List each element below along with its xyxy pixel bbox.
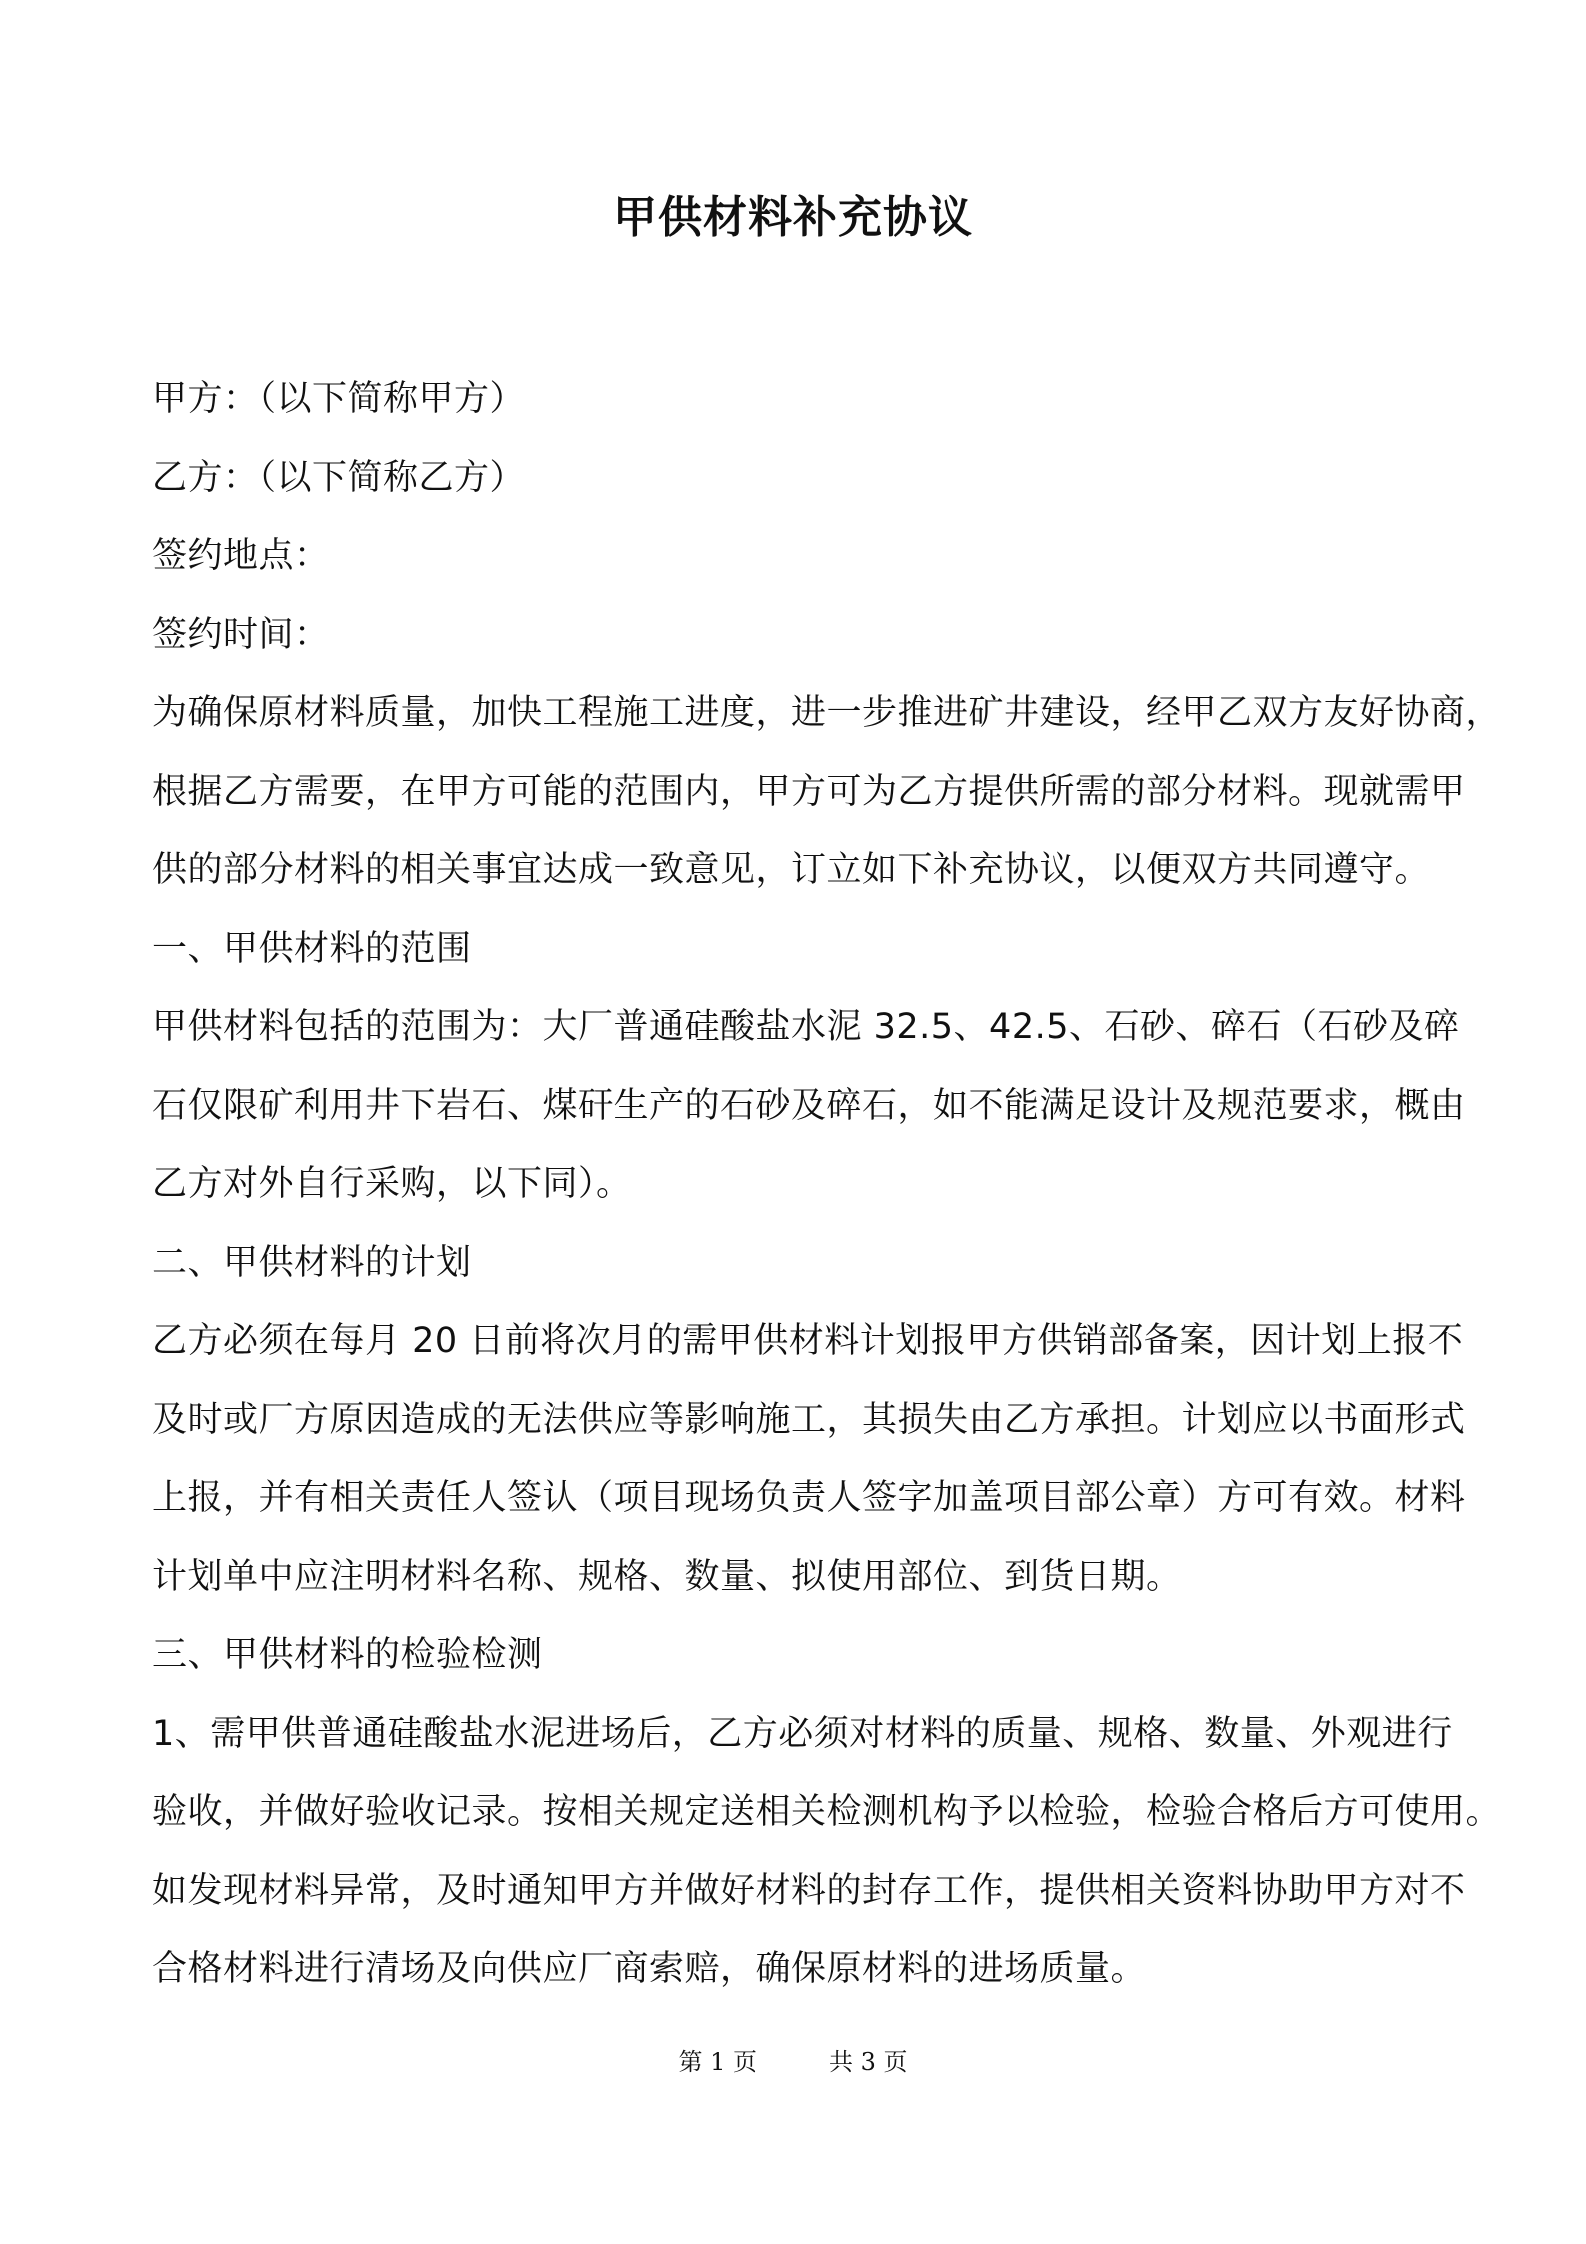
section-2-line: 乙方必须在每月 20 日前将次月的需甲供材料计划报甲方供销部备案，因计划上报不 bbox=[152, 1321, 1464, 1361]
section-3-line: 1、需甲供普通硅酸盐水泥进场后，乙方必须对材料的质量、规格、数量、外观进行 bbox=[152, 1713, 1453, 1754]
section-1-line: 石仅限矿利用井下岩石、煤矸生产的石砂及碎石，如不能满足设计及规范要求，概由 bbox=[152, 1085, 1466, 1126]
party-b-line: 乙方：（以下简称乙方） bbox=[152, 457, 526, 498]
document-title: 甲供材料补充协议 bbox=[613, 192, 973, 243]
section-2-line: 及时或厂方原因造成的无法供应等影响施工，其损失由乙方承担。计划应以书面形式 bbox=[152, 1399, 1466, 1440]
intro-line: 为确保原材料质量，加快工程施工进度，进一步推进矿井建设，经甲乙双方友好协商， bbox=[152, 693, 1502, 733]
party-a-line: 甲方：（以下简称甲方） bbox=[152, 379, 526, 419]
intro-line: 供的部分材料的相关事宜达成一致意见，订立如下补充协议，以便双方共同遵守。 bbox=[152, 850, 1431, 890]
page-number-total: 共 3 页 bbox=[829, 2048, 908, 2076]
signing-time-line: 签约时间： bbox=[152, 614, 330, 655]
section-3-line: 合格材料进行清场及向供应厂商索赔，确保原材料的进场质量。 bbox=[152, 1949, 1147, 1989]
section-3-heading: 三、甲供材料的检验检测 bbox=[152, 1635, 543, 1675]
section-2-line: 计划单中应注明材料名称、规格、数量、拟使用部位、到货日期。 bbox=[152, 1556, 1182, 1597]
intro-line: 根据乙方需要，在甲方可能的范围内，甲方可为乙方提供所需的部分材料。现就需甲 bbox=[152, 771, 1466, 812]
section-2-heading: 二、甲供材料的计划 bbox=[152, 1242, 472, 1283]
section-1-line: 乙方对外自行采购，以下同）。 bbox=[152, 1164, 632, 1204]
section-3-line: 验收，并做好验收记录。按相关规定送相关检测机构予以检验，检验合格后方可使用。 bbox=[152, 1792, 1502, 1832]
page-footer bbox=[0, 2046, 1586, 2078]
page-number-current: 第 1 页 bbox=[678, 2048, 757, 2076]
document-body bbox=[152, 360, 1502, 2009]
section-3-line: 如发现材料异常，及时通知甲方并做好材料的封存工作，提供相关资料协助甲方对不 bbox=[152, 1870, 1466, 1911]
section-1-heading: 一、甲供材料的范围 bbox=[152, 928, 472, 969]
signing-place-line: 签约地点： bbox=[152, 536, 330, 576]
section-1-line: 甲供材料包括的范围为：大厂普通硅酸盐水泥 32.5、42.5、石砂、碎石（石砂及碎 bbox=[152, 1007, 1460, 1047]
section-2-line: 上报，并有相关责任人签认（项目现场负责人签字加盖项目部公章）方可有效。材料 bbox=[152, 1478, 1466, 1518]
